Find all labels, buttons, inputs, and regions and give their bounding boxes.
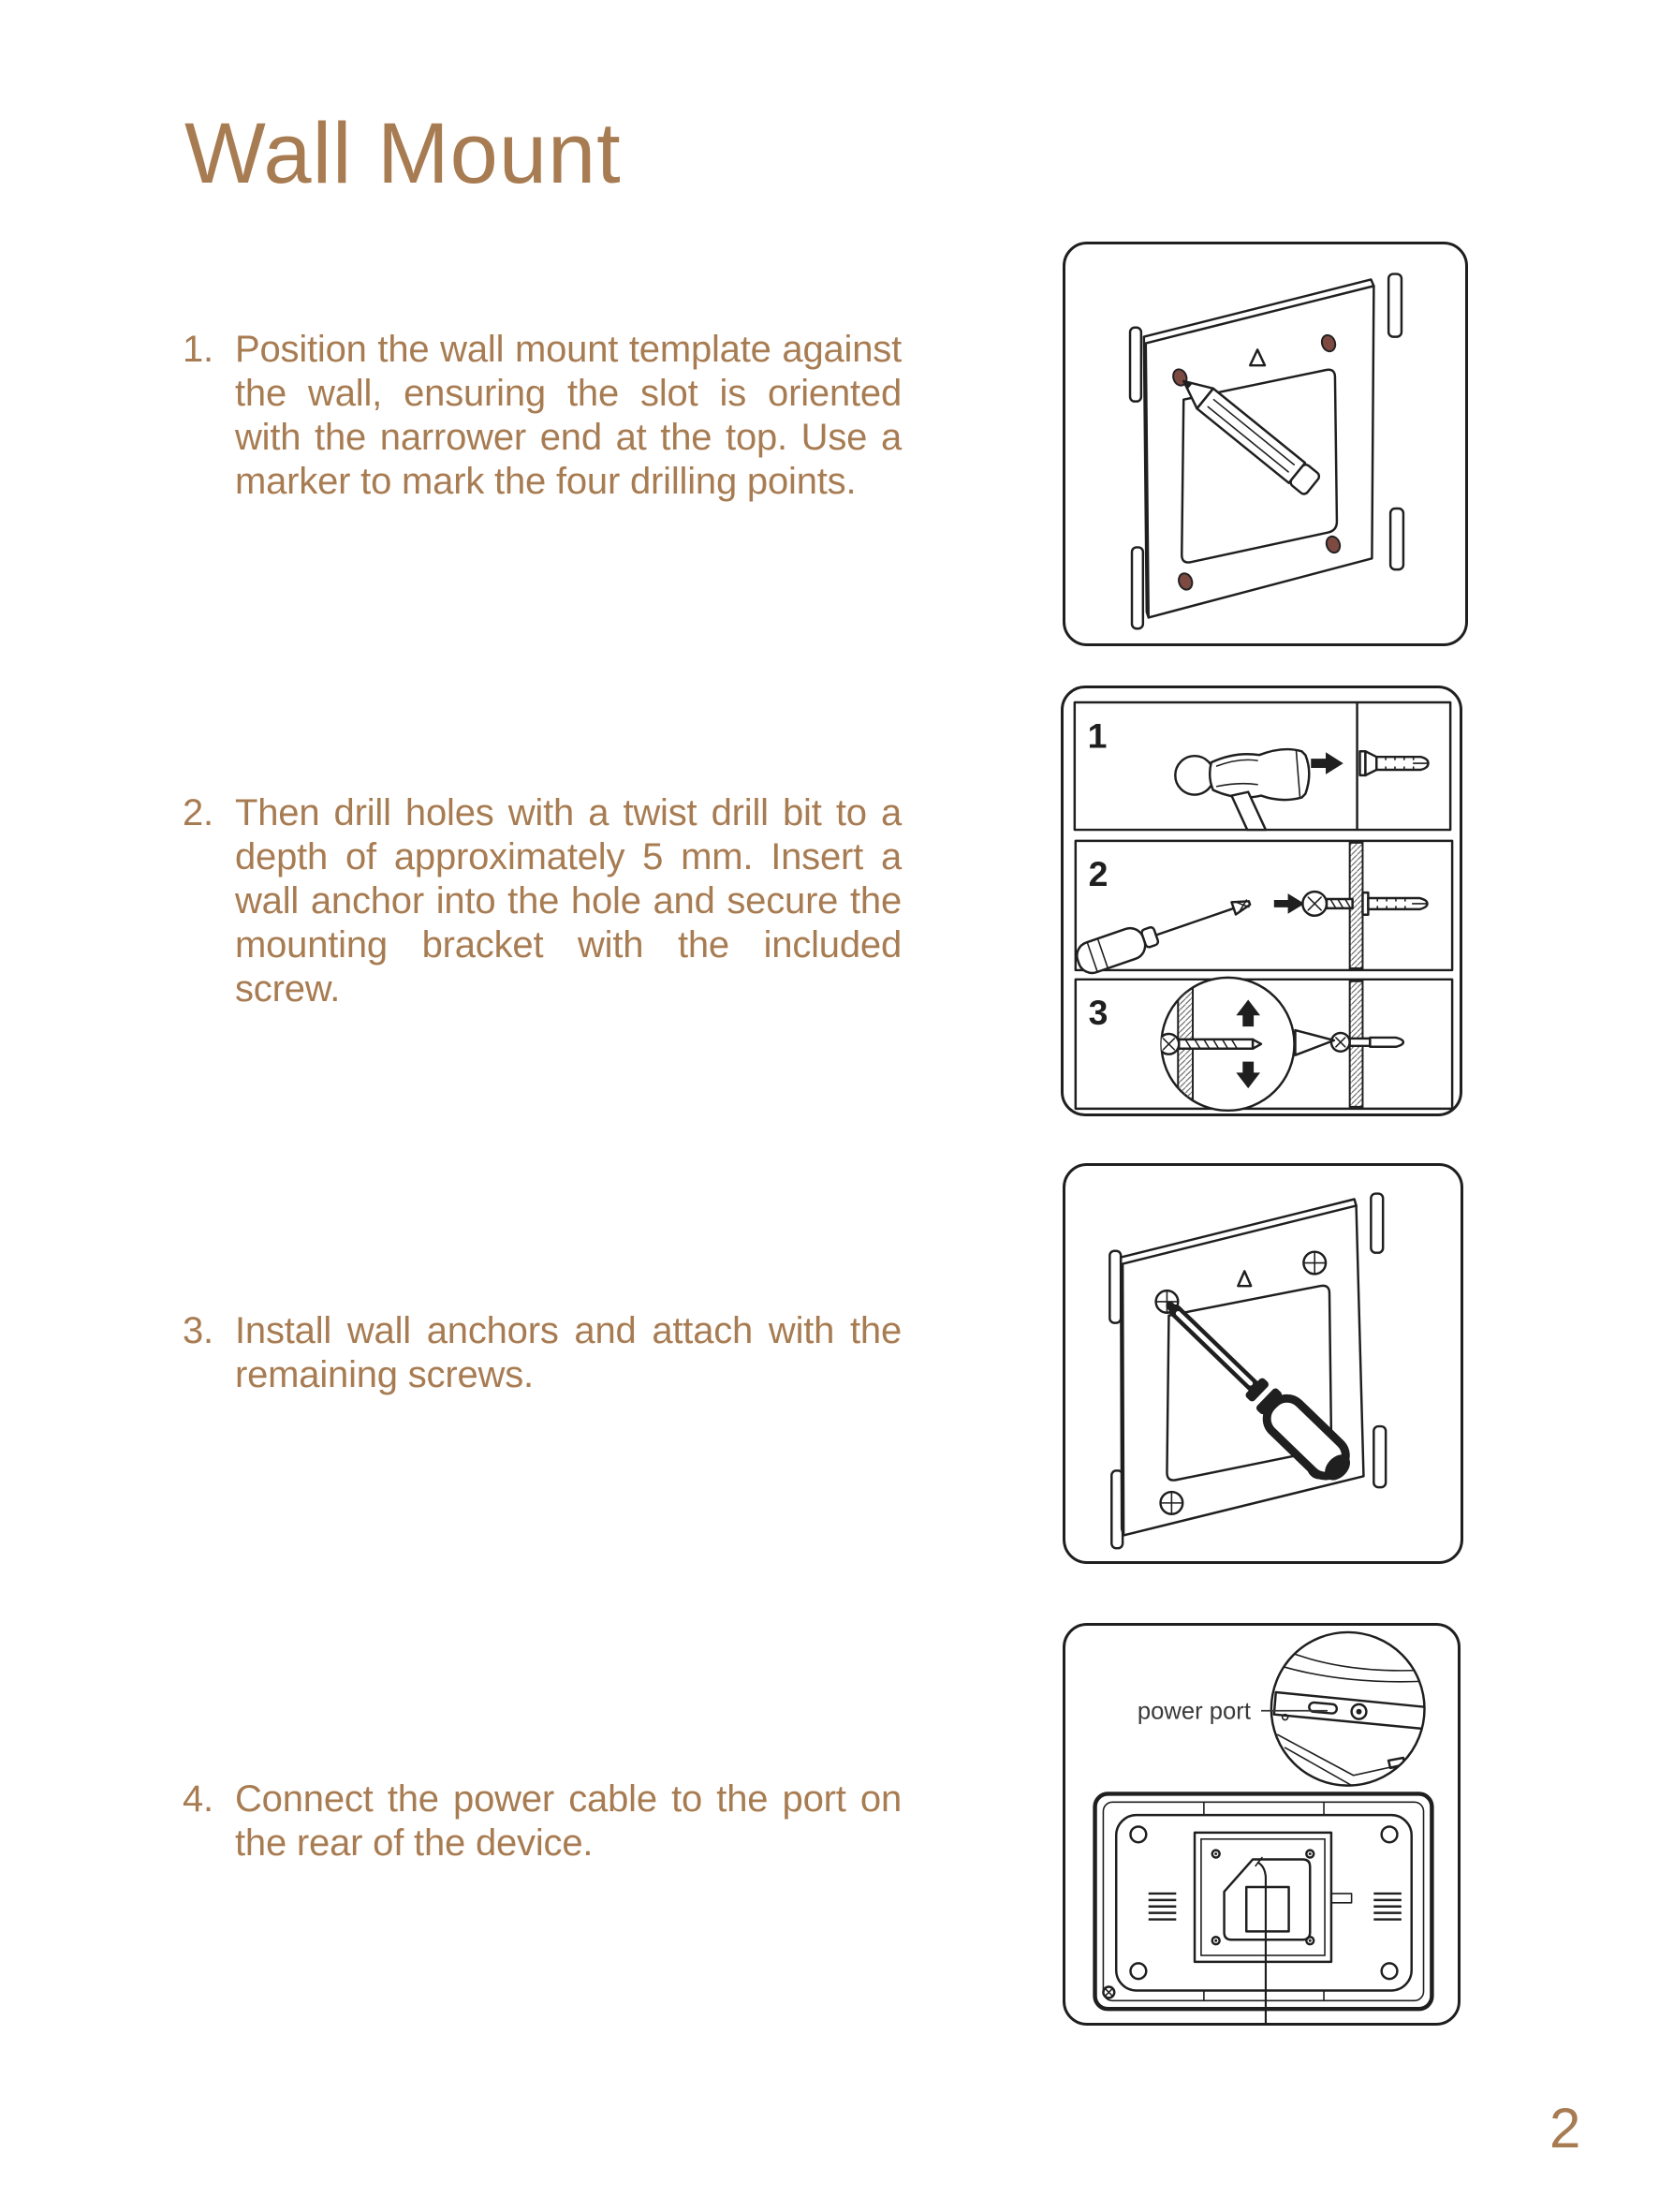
step-2-number: 2.: [183, 792, 213, 833]
step-4-number: 4.: [183, 1778, 213, 1820]
step-3-text: Install wall anchors and attach with the remaining screws.: [235, 1310, 902, 1395]
step-4: [183, 1777, 902, 1865]
figure-anchor-screw-sequence: [1061, 686, 1462, 1116]
device-rear: [1095, 1793, 1432, 2022]
power-port-label: power port: [1137, 1698, 1251, 1725]
step-1-text: Position the wall mount template against the wall, ensuring the slot is oriented with the narrower end at the top. Use a marker to mark the four drilling points.: [235, 329, 902, 502]
figure-connect-power: [1063, 1623, 1461, 2026]
figure-mark-drilling-points: [1063, 242, 1468, 646]
step-1-number: 1.: [183, 329, 213, 370]
screwdriver-icon: [1073, 888, 1255, 977]
step-3: [183, 1309, 902, 1397]
screw-icon: [1331, 1033, 1403, 1052]
panel-3-label: 3: [1088, 993, 1108, 1033]
step-3-number: 3.: [183, 1310, 213, 1351]
figure-attach-bracket: [1063, 1163, 1463, 1564]
arrow-right-icon: [1274, 893, 1305, 914]
step-1: [183, 328, 902, 504]
screw-icon: [1302, 892, 1352, 916]
arrow-right-icon: [1311, 752, 1343, 774]
magnifier-circle: [1271, 1632, 1425, 1786]
hammer-icon: [1175, 749, 1309, 830]
panel-1-label: 1: [1087, 715, 1108, 756]
page-title: Wall Mount: [184, 106, 622, 201]
device-rear-illustration: [1065, 1626, 1458, 2023]
magnifier-pointer: [1295, 1030, 1333, 1055]
step-4-text: Connect the power cable to the port on the rear of the device.: [235, 1778, 902, 1864]
bracket-screwdriver-illustration: [1065, 1166, 1461, 1561]
panel-2-label: 2: [1088, 854, 1108, 894]
anchor-screw-illustration: [1064, 688, 1460, 1113]
step-2: [183, 791, 902, 1011]
wall-anchor-icon: [1362, 892, 1427, 915]
template-pencil-illustration: [1065, 244, 1465, 643]
wall-anchor-icon: [1360, 751, 1429, 775]
page-number: 2: [1549, 2097, 1581, 2160]
step-2-text: Then drill holes with a twist drill bit to a depth of approximately 5 mm. Insert a wall anchor into the hole and secure the mounting bracket with the included screw.: [235, 792, 902, 1010]
